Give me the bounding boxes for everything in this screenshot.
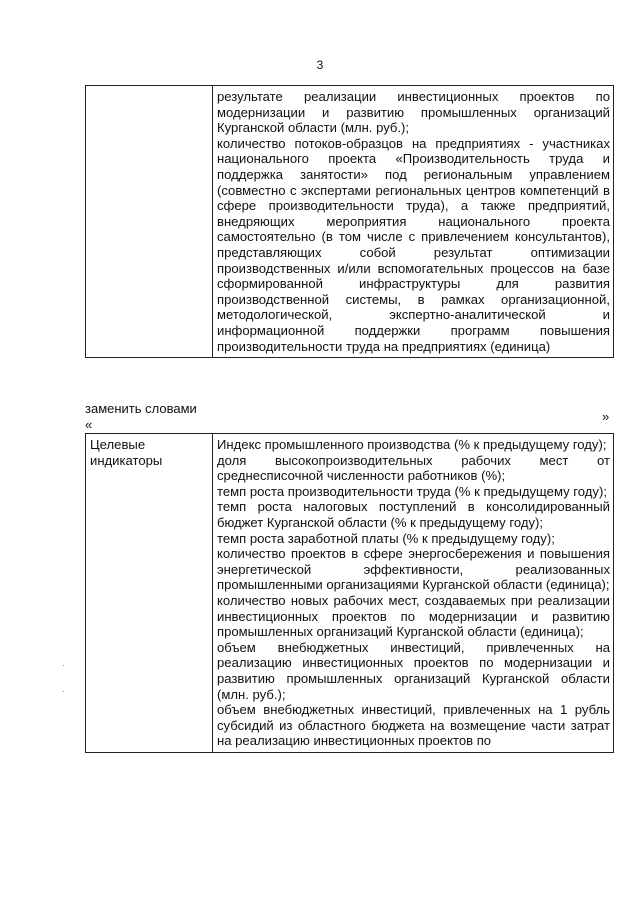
paragraph: темп роста производительности труда (% к предыдущему году); (217, 483, 607, 499)
paragraph: количество проектов в сфере энергосбережения и повышения энергетической эффективности, реализованных промышленными организациями Курганской области (единица); (217, 546, 610, 593)
paragraph: результате реализации инвестиционных проектов по модернизации и развитию промышленных организаций Курганской области (млн. руб.); (217, 89, 610, 136)
scan-speck: · (62, 660, 65, 670)
paragraph: количество новых рабочих мест, создаваемых при реализации инвестиционных проектов по модернизации и развитию промышленных организаций Курганской области (единица); (217, 592, 610, 640)
paragraph: объем внебюджетных инвестиций, привлеченных на реализацию инвестиционных проектов по модернизации и развитию промышленных организаций Курганской области (млн. руб.); (217, 639, 610, 702)
table-cell-label: Целевые индикаторы (86, 434, 213, 753)
paragraph: количество потоков-образцов на предприятиях - участниках национального проекта «Производительность труда и поддержка занятости» под региональным управлением (совместно с экспертами региональных центров компетенций в сфере производительности труда), а также предприятий, внедряющих мероприятия национального проекта самостоятельно (в том числе с привлечением консультантов), представляющих собой результат оптимизации производственных и/или вспомогательных процессов на базе сформированной инфраструктуры для развития производственной системы, в рамках организационной, методологической, экспертно-аналитической и информационной поддержки программ повышения производительности труда на предприятиях (единица) (217, 135, 610, 354)
opening-quote: « (85, 417, 93, 432)
table-row (86, 434, 614, 753)
table-continued (85, 85, 614, 358)
closing-quote: » (602, 409, 610, 424)
paragraph: объем внебюджетных инвестиций, привлеченных на 1 рубль субсидий из областного бюджета на возмещение части затрат на реализацию инвестиционных проектов по (217, 702, 610, 749)
table-cell-content (213, 86, 614, 358)
paragraph: темп роста заработной платы (% к предыдущему году); (217, 530, 555, 546)
table-target-indicators (85, 433, 614, 753)
table-cell-content (213, 434, 614, 753)
replace-instruction: заменить словами (85, 401, 197, 416)
paragraph: Индекс промышленного производства (% к предыдущему году); (217, 437, 607, 452)
table-cell-label (86, 86, 213, 358)
table-row (86, 86, 614, 358)
paragraph: доля высокопроизводительных рабочих мест от среднесписочной численности работников (%); (217, 452, 610, 484)
paragraph: темп роста налоговых поступлений в консолидированный бюджет Курганской области (% к предыдущему году); (217, 499, 610, 530)
page-number: 3 (316, 58, 324, 72)
scan-speck: · (62, 686, 65, 696)
